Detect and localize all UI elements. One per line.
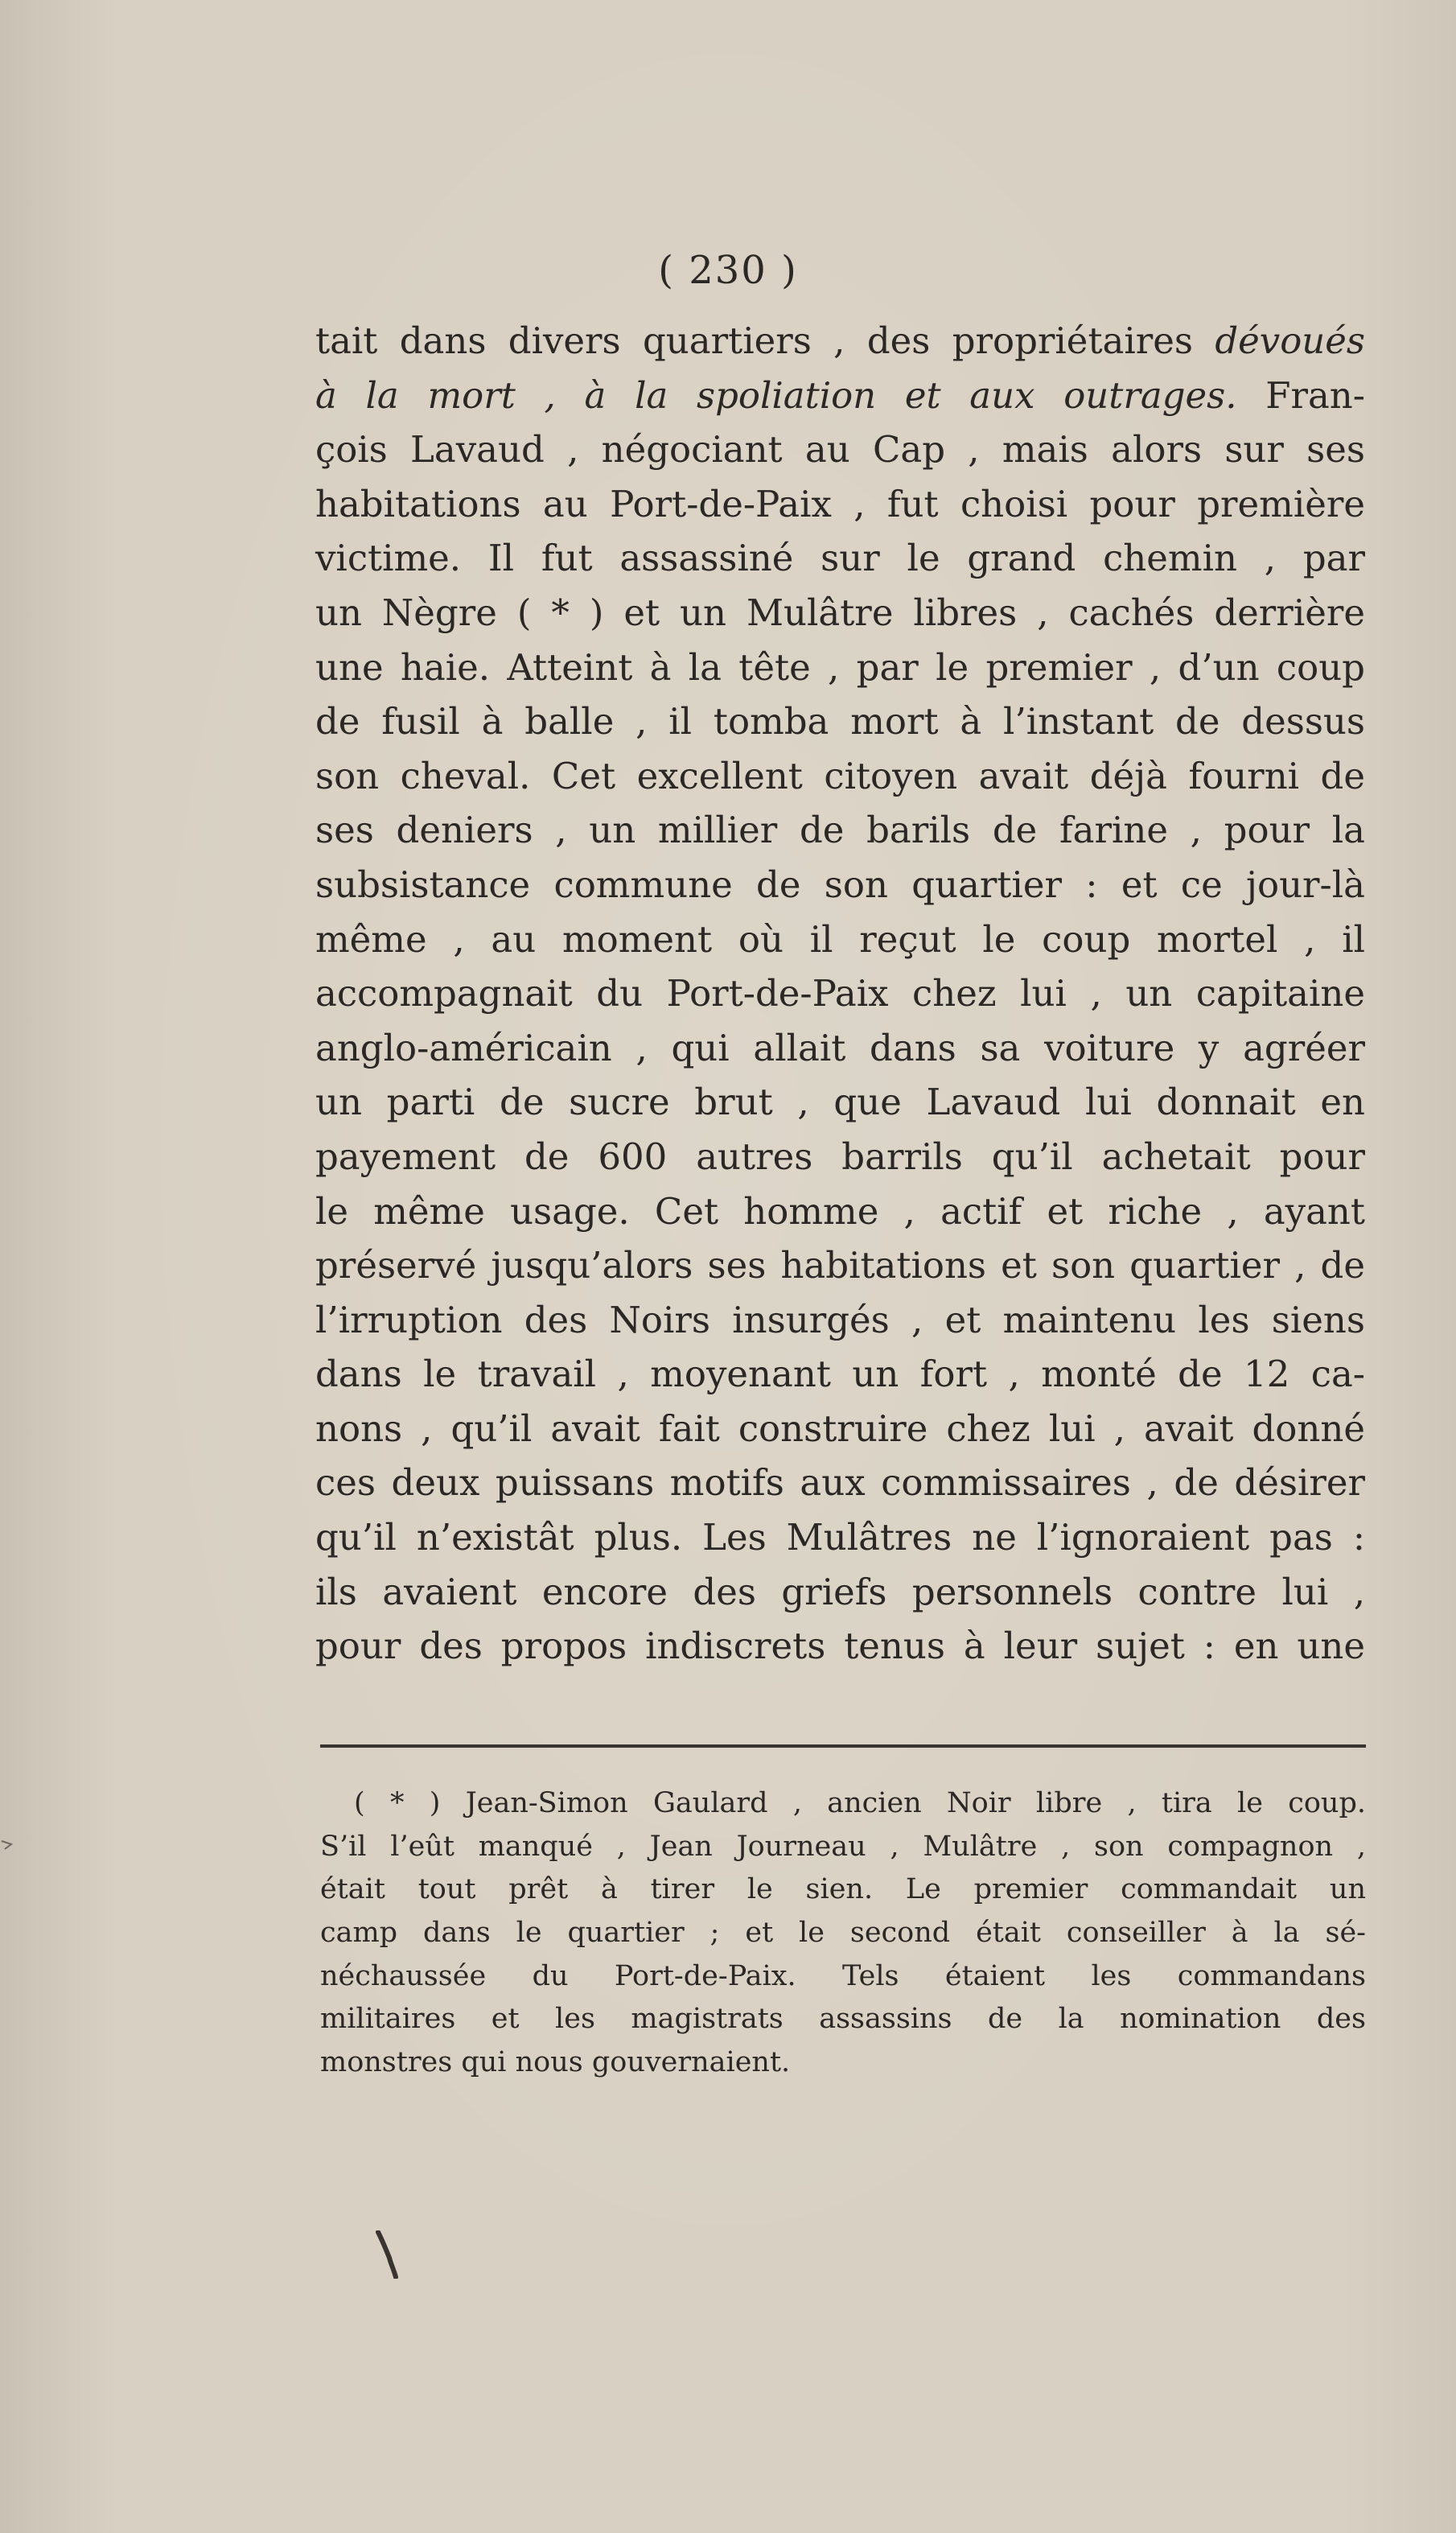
text-line xyxy=(315,1238,1365,1293)
text-segment: subsistance commune de son quartier : et ce jour-là xyxy=(315,863,1365,906)
text-line xyxy=(315,640,1365,695)
text-segment: de fusil à balle , il tomba mort à l’instant de dessus xyxy=(315,700,1365,743)
text-segment: dans le travail , moyenant un fort , monté de 12 ca- xyxy=(315,1353,1365,1396)
ink-mark xyxy=(375,2230,399,2279)
text-line xyxy=(315,1456,1365,1510)
text-segment: l’irruption des Noirs insurgés , et maintenu les siens xyxy=(315,1298,1365,1341)
page-edge-mark xyxy=(0,1827,32,1859)
text-line xyxy=(315,477,1365,532)
text-segment: un parti de sucre brut , que Lavaud lui donnait en xyxy=(315,1081,1365,1124)
text-line xyxy=(315,858,1365,912)
text-segment: pour des propos indiscrets tenus à leur sujet : en une xyxy=(315,1625,1365,1668)
footnote-line: était tout prêt à tirer le sien. Le premier commandait un xyxy=(320,1873,1366,1906)
text-segment: ses deniers , un millier de barils de farine , pour la xyxy=(315,809,1365,852)
text-line xyxy=(315,803,1365,858)
text-segment: Fran- xyxy=(1236,373,1365,417)
text-line xyxy=(315,369,1365,423)
footnote-line: S’il l’eût manqué , Jean Journeau , Mulâtre , son compagnon , xyxy=(320,1830,1366,1863)
text-segment: une haie. Atteint à la tête , par le premier , d’un coup xyxy=(315,645,1365,689)
body-text xyxy=(315,314,1365,1674)
text-line xyxy=(315,912,1365,967)
text-segment: habitations au Port-de-Paix , fut choisi pour première xyxy=(315,482,1365,525)
text-segment: qu’il n’existât plus. Les Mulâtres ne l’ignoraient pas : xyxy=(315,1516,1365,1559)
text-line xyxy=(315,1347,1365,1402)
text-line xyxy=(315,1565,1365,1620)
text-line xyxy=(315,966,1365,1021)
text-line xyxy=(315,1184,1365,1239)
footnote-line: monstres qui nous gouvernaient. xyxy=(320,2046,791,2079)
italic-text: à la mort , à la spoliation et aux outrages. xyxy=(315,373,1237,417)
text-segment: même , au moment où il reçut le coup mortel , il xyxy=(315,917,1365,961)
text-line xyxy=(315,694,1365,749)
text-line xyxy=(315,749,1365,804)
footnote-line: camp dans le quartier ; et le second était conseiller à la sé- xyxy=(320,1917,1366,1950)
text-line xyxy=(315,1510,1365,1565)
text-segment: son cheval. Cet excellent citoyen avait déjà fourni de xyxy=(315,754,1365,797)
text-segment: nons , qu’il avait fait construire chez lui , avait donné xyxy=(315,1407,1365,1450)
footnote-line: militaires et les magistrats assassins de la nomination des xyxy=(320,2003,1366,2036)
text-line xyxy=(315,422,1365,477)
text-segment: préservé jusqu’alors ses habitations et son quartier , de xyxy=(315,1244,1365,1287)
footnote-line: ( * ) Jean-Simon Gaulard , ancien Noir libre , tira le coup. xyxy=(354,1787,1366,1819)
text-line xyxy=(315,531,1365,586)
text-segment: çois Lavaud , négociant au Cap , mais alors sur ses xyxy=(315,428,1365,472)
text-segment: payement de 600 autres barrils qu’il achetait pour xyxy=(315,1135,1365,1178)
text-line xyxy=(315,314,1365,369)
footnote-rule xyxy=(320,1744,1366,1748)
text-line xyxy=(315,1619,1365,1674)
text-segment: le même usage. Cet homme , actif et riche , ayant xyxy=(315,1189,1365,1233)
text-segment: anglo-américain , qui allait dans sa voiture y agréer xyxy=(315,1026,1365,1069)
text-segment: victime. Il fut assassiné sur le grand chemin , par xyxy=(315,537,1365,580)
text-line xyxy=(315,586,1365,640)
text-line xyxy=(315,1130,1365,1184)
footnote xyxy=(320,1782,1366,2085)
text-line xyxy=(315,1021,1365,1076)
text-line xyxy=(315,1075,1365,1130)
text-segment: ces deux puissans motifs aux commissaires , de désirer xyxy=(315,1461,1365,1505)
text-line xyxy=(315,1293,1365,1348)
text-line xyxy=(315,1402,1365,1456)
text-segment: tait dans divers quartiers , des propriétaires xyxy=(315,319,1215,362)
text-segment: un Nègre ( * ) et un Mulâtre libres , cachés derrière xyxy=(315,591,1365,634)
footnote-line: néchaussée du Port-de-Paix. Tels étaient les commandans xyxy=(320,1959,1366,1992)
italic-text: dévoués xyxy=(1215,319,1365,362)
text-segment: accompagnait du Port-de-Paix chez lui , un capitaine xyxy=(315,972,1365,1015)
page-number: ( 230 ) xyxy=(658,248,798,293)
text-segment: ils avaient encore des griefs personnels contre lui , xyxy=(315,1570,1365,1613)
